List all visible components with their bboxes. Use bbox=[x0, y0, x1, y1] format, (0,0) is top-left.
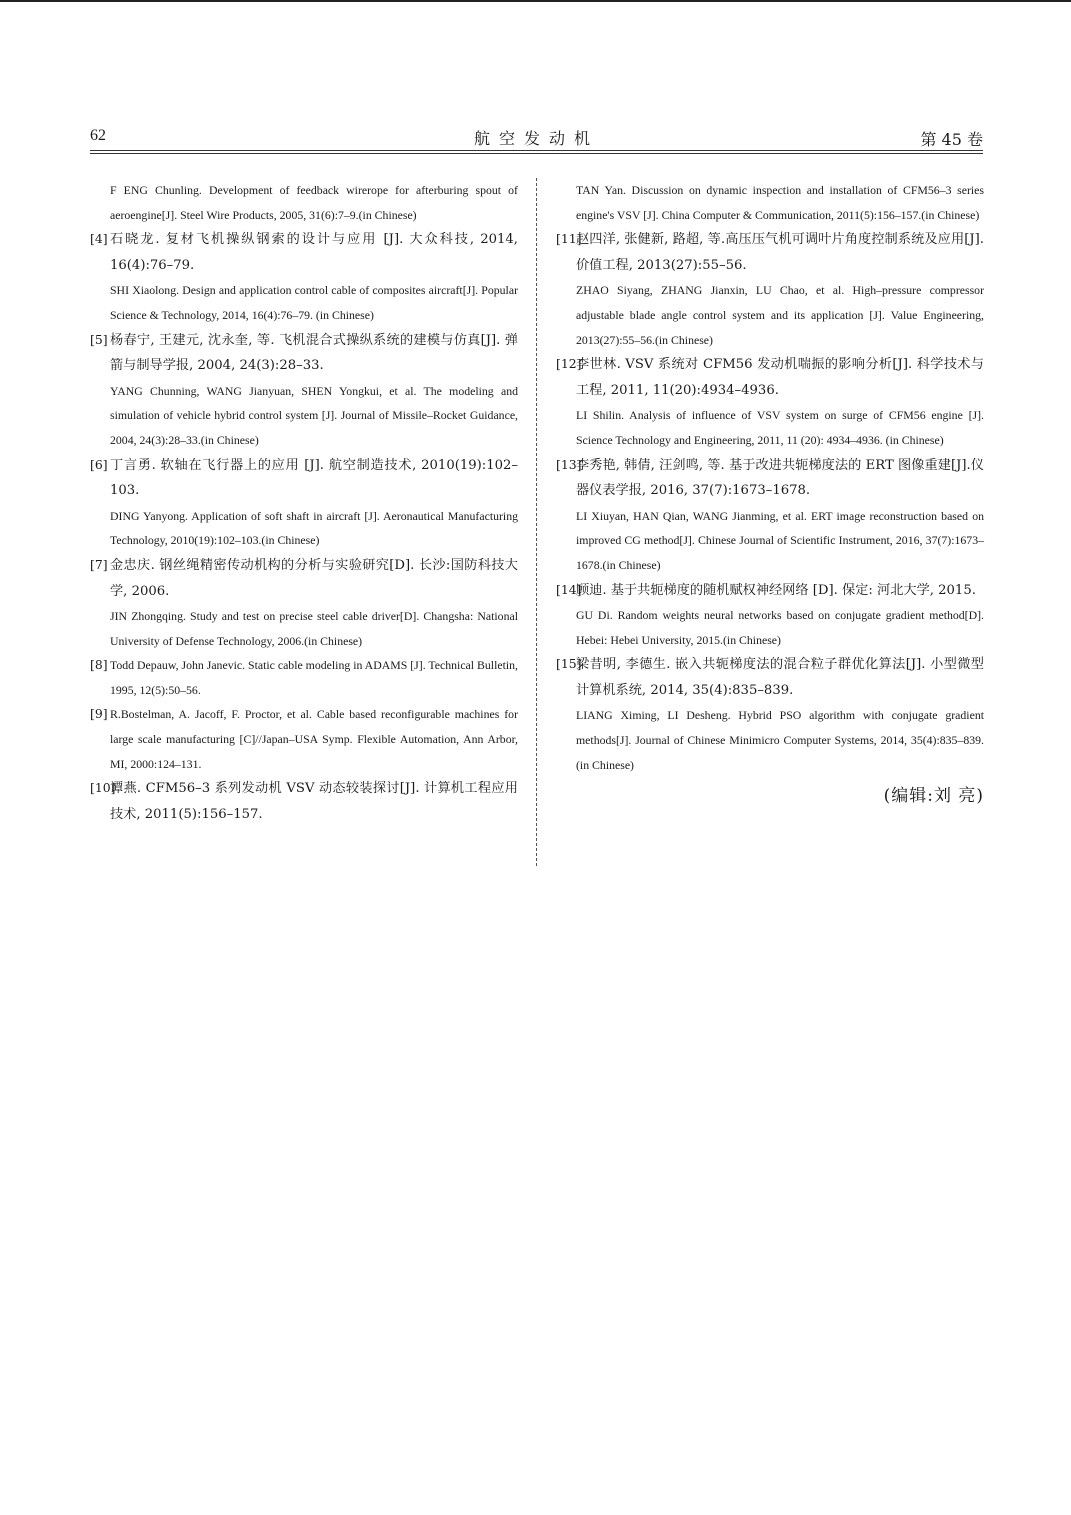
header-rule-bottom bbox=[90, 153, 983, 154]
right-column bbox=[556, 178, 984, 806]
reference-number: [6] bbox=[90, 456, 108, 472]
reference-english: LIANG Ximing, LI Desheng. Hybrid PSO algorithm with conjugate gradient methods[J]. Journal of Chinese Minimicro Computer Systems, 2014, 35(4):835–839. (in Chinese) bbox=[576, 708, 984, 772]
reference-number: [14] bbox=[556, 581, 582, 597]
reference-english: DING Yanyong. Application of soft shaft in aircraft [J]. Aeronautical Manufacturing Technology, 2010(19):102–103.(in Chinese) bbox=[110, 508, 518, 548]
reference-chinese: 赵四洋, 张健新, 路超, 等.高压压气机可调叶片角度控制系统及应用[J]. 价值工程, 2013(27):55–56. bbox=[576, 232, 984, 273]
reference-english: SHI Xiaolong. Design and application control cable of composites aircraft[J]. Popular Science & Technology, 2014, 16(4):76–79. (in Chinese) bbox=[110, 283, 518, 322]
reference-english: R.Bostelman, A. Jacoff, F. Proctor, et al. Cable based reconfigurable machines for large scale manufacturing [C]//Japan–USA Symp. Flexible Automation, Ann Arbor, MI, 2000:124–131. bbox=[110, 707, 518, 771]
reference-chinese: 丁言勇. 软轴在飞行器上的应用 [J]. 航空制造技术, 2010(19):102–103. bbox=[110, 457, 518, 499]
reference-number: [5] bbox=[90, 331, 108, 347]
reference-english: GU Di. Random weights neural networks based on conjugate gradient method[D]. Hebei: Hebei University, 2015.(in Chinese) bbox=[576, 608, 984, 647]
reference-chinese: 梁昔明, 李德生. 嵌入共轭梯度法的混合粒子群优化算法[J]. 小型微型计算机系统, 2014, 35(4):835–839. bbox=[576, 657, 984, 698]
reference-item bbox=[90, 653, 518, 702]
page-header bbox=[90, 127, 983, 149]
reference-item bbox=[556, 652, 984, 777]
column-divider bbox=[536, 178, 537, 866]
reference-chinese: 谭燕. CFM56–3 系列发动机 VSV 动态较装探讨[J]. 计算机工程应用技术, 2011(5):156–157. bbox=[110, 781, 518, 822]
reference-chinese: 李世林. VSV 系统对 CFM56 发动机喘振的影响分析[J]. 科学技术与工程, 2011, 11(20):4934–4936. bbox=[576, 357, 984, 398]
reference-english: YANG Chunning, WANG Jianyuan, SHEN Yongkui, et al. The modeling and simulation of vehicle hybrid control system [J]. Journal of Missile–Rocket Guidance, 2004, 24(3):28–33.(in Chinese) bbox=[110, 383, 518, 447]
header-rule-top bbox=[90, 150, 983, 151]
reference-english: Todd Depauw, John Janevic. Static cable modeling in ADAMS [J]. Technical Bulletin, 1995, 12(5):50–56. bbox=[110, 658, 518, 697]
reference-item bbox=[90, 553, 518, 653]
reference-number: [13] bbox=[556, 456, 582, 472]
reference-chinese: 石晓龙. 复材飞机操纵钢索的设计与应用 [J]. 大众科技, 2014, 16(4):76–79. bbox=[110, 232, 518, 273]
reference-item bbox=[90, 453, 518, 553]
reference-item bbox=[556, 352, 984, 452]
page-number: 62 bbox=[90, 127, 106, 144]
reference-english: LI Shilin. Analysis of influence of VSV system on surge of CFM56 engine [J]. Science Technology and Engineering, 2011, 11 (20): 4934–4936. (in Chinese) bbox=[576, 408, 984, 447]
reference-item bbox=[556, 227, 984, 352]
reference-english: LI Xiuyan, HAN Qian, WANG Jianming, et al. ERT image reconstruction based on improved CG method[J]. Chinese Journal of Scientific Instrument, 2016, 37(7):1673–1678.(in Chinese) bbox=[576, 508, 984, 572]
reference-english: ZHAO Siyang, ZHANG Jianxin, LU Chao, et al. High–pressure compressor adjustable blade angle control system and its application [J]. Value Engineering, 2013(27):55–56.(in Chinese) bbox=[576, 283, 984, 347]
reference-item bbox=[90, 776, 518, 827]
reference-number: [10] bbox=[90, 780, 116, 796]
reference-item bbox=[90, 702, 518, 776]
reference-number: [15] bbox=[556, 656, 582, 672]
reference-number: [12] bbox=[556, 356, 582, 372]
reference-item bbox=[556, 578, 984, 653]
editor-note: (编辑:刘 亮) bbox=[883, 786, 984, 807]
reference-english: JIN Zhongqing. Study and test on precise steel cable driver[D]. Changsha: National University of Defense Technology, 2006.(in Chinese) bbox=[110, 609, 518, 648]
left-column bbox=[90, 178, 518, 827]
reference-number: [4] bbox=[90, 231, 108, 247]
reference-english: TAN Yan. Discussion on dynamic inspection and installation of CFM56–3 series engine's VSV [J]. China Computer & Communication, 2011(5):156–157.(in Chinese) bbox=[576, 183, 984, 222]
reference-item bbox=[90, 328, 518, 453]
reference-chinese: 金忠庆. 钢丝绳精密传动机构的分析与实验研究[D]. 长沙:国防科技大学, 2006. bbox=[110, 557, 518, 599]
volume-label: 第 45 卷 bbox=[920, 130, 983, 149]
reference-number: [8] bbox=[90, 657, 108, 673]
journal-title: 航空发动机 bbox=[473, 129, 599, 148]
reference-chinese: 李秀艳, 韩倩, 汪剑鸣, 等. 基于改进共轭梯度法的 ERT 图像重建[J].仪器仪表学报, 2016, 37(7):1673–1678. bbox=[576, 457, 984, 499]
reference-number: [11] bbox=[556, 231, 582, 247]
reference-item bbox=[90, 178, 518, 227]
reference-item bbox=[90, 227, 518, 327]
reference-english: F ENG Chunling. Development of feedback wirerope for afterburing spout of aeroengine[J]. Steel Wire Products, 2005, 31(6):7–9.(in Chinese) bbox=[110, 183, 518, 222]
reference-chinese: 杨春宁, 王建元, 沈永奎, 等. 飞机混合式操纵系统的建模与仿真[J]. 弹箭与制导学报, 2004, 24(3):28–33. bbox=[110, 332, 518, 374]
top-border bbox=[0, 0, 1071, 2]
reference-item bbox=[556, 453, 984, 578]
reference-chinese: 顾迪. 基于共轭梯度的随机赋权神经网络 [D]. 保定: 河北大学, 2015. bbox=[576, 582, 976, 598]
reference-item bbox=[556, 178, 984, 227]
reference-number: [9] bbox=[90, 706, 108, 722]
reference-number: [7] bbox=[90, 556, 108, 572]
